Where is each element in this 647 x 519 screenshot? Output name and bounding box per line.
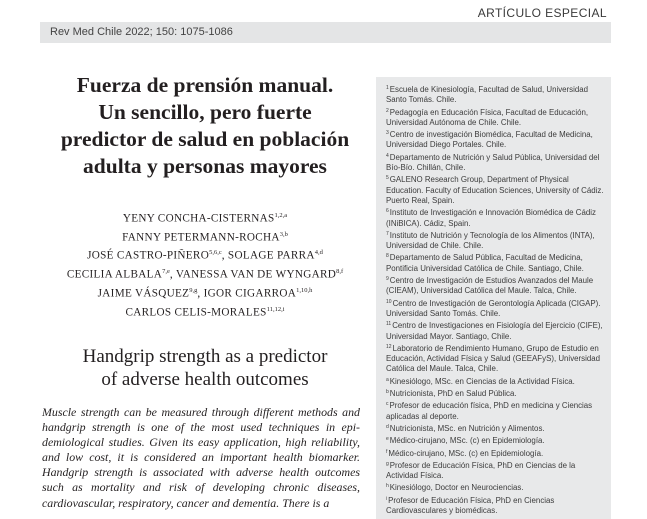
affiliation-item: [386, 173, 605, 206]
affiliation-item: [386, 128, 605, 151]
affiliation-marker: b: [386, 389, 389, 396]
author-name: CECILIA ALBALA: [66, 268, 163, 281]
affiliation-marker: 11: [386, 321, 392, 328]
author-name: CARLOS CELIS-MORALES: [125, 306, 267, 319]
affiliation-text: GALENO Research Group, Department of Physical Education. Faculty of Education Sciences, University of Cádiz. Puerto Real, Spain.: [386, 175, 604, 205]
affiliation-marker: i: [386, 495, 388, 502]
affiliation-marker: d: [386, 423, 389, 430]
title-line: Un sencillo, pero fuerte: [98, 100, 312, 124]
affiliation-text: Centro de investigación Biomédica, Facultad de Medicina, Universidad Diego Portales. Chile.: [386, 130, 593, 150]
affiliation-marker: 4: [386, 152, 389, 159]
affiliation-text: Médico-cirujano, MSc. (c) en Epidemiología.: [388, 448, 544, 458]
author-affiliation-marker: 1,10,h: [296, 286, 313, 294]
author-line: [40, 245, 370, 264]
author-line: [40, 227, 370, 246]
section-label: ARTÍCULO ESPECIAL: [477, 6, 607, 20]
affiliation-marker: c: [386, 401, 389, 408]
affiliation-text: Pedagogía en Educación Física, Facultad de Educación, Universidad Autónoma de Chile. Chile.: [386, 107, 589, 127]
author-affiliation-marker: 5,6,c: [209, 249, 222, 257]
author-name: IGOR CIGARROA: [203, 287, 297, 300]
affiliation-marker: 12: [386, 343, 392, 350]
title-line: Fuerza de prensión manual.: [76, 73, 334, 97]
author-affiliation-marker: 11,12,i: [266, 305, 285, 313]
affiliation-marker: 7: [386, 230, 389, 237]
author-list: [40, 208, 370, 320]
author-line: [40, 283, 370, 302]
affiliations-panel: [376, 77, 611, 519]
author-name: VANESSA VAN DE WYNGARD: [175, 268, 337, 281]
affiliation-text: Profesor de educación física, PhD en medicina y Ciencias aplicadas al deporte.: [386, 401, 593, 421]
affiliation-item: [386, 274, 605, 297]
affiliation-marker: a: [386, 376, 389, 383]
affiliation-item: [386, 494, 605, 517]
affiliation-item: [386, 106, 605, 129]
affiliations-list: [376, 77, 611, 516]
author-name: JOSÉ CASTRO-PIÑERO: [87, 250, 210, 263]
english-title: [40, 345, 370, 391]
affiliation-item: [386, 422, 605, 434]
affiliation-marker: 1: [386, 85, 389, 91]
affiliation-marker: 9: [386, 276, 389, 283]
affiliation-item: [386, 251, 605, 274]
author-affiliation-marker: 1,2,a: [274, 212, 288, 219]
affiliation-text: Departamento de Nutrición y Salud Pública, Universidad del Bío-Bío. Chillán, Chile.: [386, 152, 600, 173]
affiliation-text: Centro de Investigación de Gerontología Aplicada (CIGAP). Universidad Santo Tomás. Chile.: [386, 298, 601, 318]
citation-bar: [40, 22, 611, 43]
author-separator: ,: [169, 268, 176, 281]
title-line: adulta y personas mayores: [83, 154, 327, 178]
author-affiliation-marker: 8,f: [336, 268, 344, 276]
affiliation-text: Instituto de Nutrición y Tecnología de los Alimentos (INTA), Universidad de Chile. Chile.: [386, 230, 595, 251]
affiliation-marker: 3: [386, 130, 389, 137]
affiliation-item: [386, 151, 605, 174]
affiliation-marker: 6: [386, 208, 389, 215]
affiliation-marker: 10: [386, 298, 392, 305]
affiliation-text: Kinesiólogo, Doctor en Neurociencias.: [389, 483, 524, 493]
affiliation-text: Laboratorio de Rendimiento Humano, Grupo de Estudio en Educación, Actividad Física y Salud (GEEAFyS), Universidad Católica del Maule. Talca, Chile.: [386, 343, 601, 374]
author-affiliation-marker: 4,d: [314, 249, 323, 257]
affiliation-text: Nutricionista, MSc. en Nutrición y Alimentos.: [389, 423, 545, 433]
affiliation-text: Profesor de Educación Física, PhD en Ciencias de la Actividad Física.: [386, 460, 576, 481]
affiliation-item: [386, 206, 605, 229]
affiliation-item: [386, 375, 605, 387]
author-line: [40, 302, 370, 321]
affiliation-item: [386, 387, 605, 399]
affiliation-text: Departamento de Salud Pública, Facultad de Medicina, Pontificia Universidad Católica de Chile. Santiago, Chile.: [386, 253, 584, 273]
affiliation-text: Profesor de Educación Física, PhD en Ciencias Cardiovasculares y biomédicas.: [386, 495, 555, 515]
author-affiliation-marker: 7,e: [162, 268, 170, 276]
english-title-line: of adverse health outcomes: [101, 369, 309, 390]
english-title-line: Handgrip strength as a predictor: [82, 346, 328, 367]
title-line: predictor de salud en población: [60, 127, 350, 151]
affiliation-marker: 8: [386, 253, 389, 260]
affiliation-item: [386, 319, 605, 342]
author-affiliation-marker: 3,b: [279, 230, 288, 238]
affiliation-marker: g: [386, 460, 389, 467]
affiliation-text: Instituto de Investigación e Innovación Biomédica de Cádiz (INiBICA). Cádiz, Spain.: [386, 208, 596, 228]
journal-citation: Rev Med Chile 2022; 150: 1075-1086: [50, 26, 233, 38]
article-title: [40, 72, 370, 180]
affiliation-marker: e: [386, 436, 389, 443]
author-line: [40, 264, 370, 283]
affiliation-item: [386, 83, 605, 106]
author-name: YENY CONCHA-CISTERNAS: [122, 212, 275, 225]
affiliation-item: [386, 342, 605, 375]
affiliation-item: [386, 229, 605, 252]
affiliation-text: Escuela de Kinesiología, Facultad de Salud, Universidad Santo Tomás. Chile.: [386, 85, 589, 105]
affiliation-item: [386, 297, 605, 320]
affiliation-text: Kinesiólogo, MSc. en Ciencias de la Actividad Física.: [389, 376, 575, 386]
author-line: [40, 208, 370, 227]
affiliation-item: [386, 481, 605, 493]
affiliation-item: [386, 459, 605, 482]
affiliation-text: Centro de Investigaciones en Fisiología del Ejercicio (CIFE), Universidad Mayor. Santiago, Chile.: [386, 321, 603, 341]
affiliation-marker: 5: [386, 175, 389, 182]
author-name: SOLAGE PARRA: [227, 250, 315, 263]
abstract-text: Muscle strength can be measured through different methods and handgrip strength is one of the most used techniques in epi-demiological studies. Given its easy application, high reliability, and low cost, it is considered an important health biomarker. Handgrip strength is associated with adverse health outcomes such as mortality and risk of developing chronic diseases, cardiovascular, respiratory, cancer and dementia. There is a: [42, 405, 360, 510]
affiliation-marker: f: [386, 448, 388, 455]
affiliation-item: [386, 399, 605, 422]
author-affiliation-marker: 9,g: [189, 286, 198, 294]
author-separator: ,: [221, 250, 228, 263]
affiliation-item: [386, 434, 605, 446]
affiliation-marker: 2: [386, 107, 389, 114]
author-name: JAIME VÁSQUEZ: [97, 287, 190, 300]
affiliation-item: [386, 447, 605, 459]
author-name: FANNY PETERMANN-ROCHA: [122, 231, 280, 244]
affiliation-marker: h: [386, 483, 389, 490]
author-separator: ,: [197, 287, 204, 300]
affiliation-text: Nutricionista, PhD en Salud Pública.: [389, 389, 517, 399]
affiliation-text: Centro de Investigación de Estudios Avanzados del Maule (CIEAM), Universidad Católica del Maule. Talca, Chile.: [386, 276, 594, 296]
affiliation-text: Médico-cirujano, MSc. (c) en Epidemiología.: [389, 436, 545, 446]
